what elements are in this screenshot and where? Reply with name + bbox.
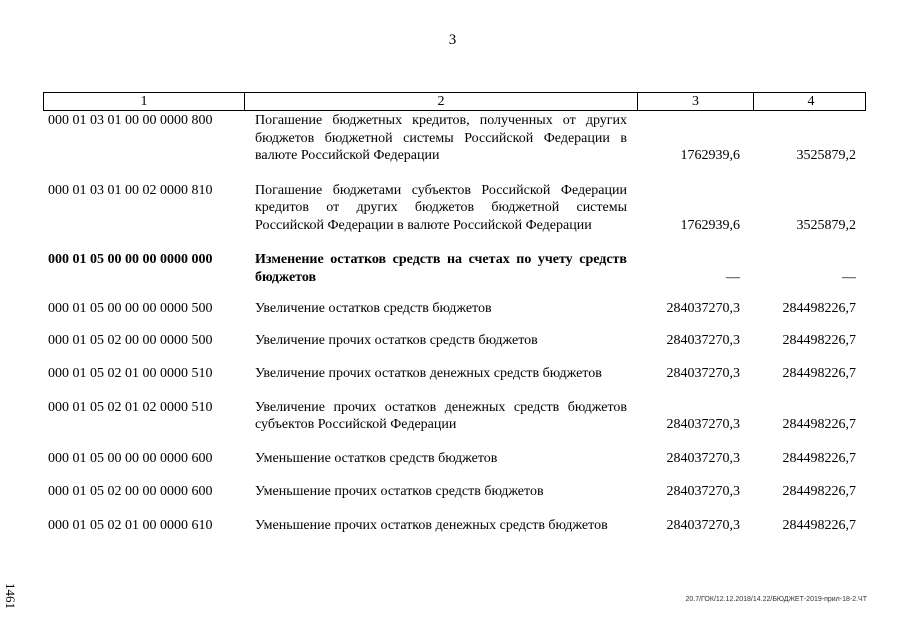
row-code: 000 01 05 00 00 00 0000 000 [48,252,213,267]
row-value-col-4: 284498226,7 [782,417,856,432]
table-row [43,483,866,501]
row-value-col-3: 284037270,3 [666,417,740,432]
row-code: 000 01 05 00 00 00 0000 600 [48,450,213,466]
row-description: Уменьшение прочих остатков денежных средств бюджетов [255,517,608,533]
footer-file-code: 20.7/ГОК/12.12.2018/14.22/БЮДЖЕТ-2019-прил-18-2.ЧТ [685,596,867,603]
row-value-col-4: 284498226,7 [782,484,856,499]
row-code: 000 01 05 02 01 02 0000 510 [48,399,213,415]
row-code: 000 01 05 02 01 00 0000 610 [48,517,213,533]
row-code: 000 01 05 00 00 00 0000 500 [48,301,213,316]
table-row [43,399,866,434]
row-value-col-4: — [842,269,856,285]
row-value-col-4: 284498226,7 [782,332,856,348]
row-code: 000 01 05 02 01 00 0000 510 [48,366,213,381]
row-description: Уменьшение остатков средств бюджетов [255,450,498,466]
row-value-col-3: 1762939,6 [680,217,740,233]
table-row [43,112,866,165]
row-description: Увеличение прочих остатков денежных средств бюджетов [255,366,602,381]
row-value-col-3: 284037270,3 [666,484,740,499]
row-value-col-3: 284037270,3 [666,332,740,348]
row-value-col-3: 284037270,3 [666,450,740,466]
table-row [43,332,866,350]
row-value-col-4: 284498226,7 [782,301,856,316]
page-number: 3 [448,32,457,48]
row-value-col-3: 1762939,6 [680,148,740,163]
header-col-2: 2 [244,93,637,110]
row-code: 000 01 05 02 00 00 0000 500 [48,332,213,348]
row-description: Погашение бюджетами субъектов Российской Федерации кредитов от других бюджетов бюджетной системы Российской Федерации в валюте Российской Федерации [255,182,627,233]
table-row [43,517,866,535]
row-value-col-3: 284037270,3 [666,517,740,533]
row-description: Изменение остатков средств на счетах по учету средств бюджетов [255,252,627,285]
header-col-4: 4 [753,93,868,110]
row-value-col-3: 284037270,3 [666,366,740,381]
side-page-number: 1461 [3,583,18,609]
header-col-1: 1 [140,94,148,109]
row-description: Увеличение прочих остатков денежных средств бюджетов субъектов Российской Федерации [255,399,627,432]
row-value-col-4: 284498226,7 [782,366,856,381]
row-value-col-4: 284498226,7 [782,517,856,533]
header-col-3: 3 [637,93,753,110]
row-description: Увеличение прочих остатков средств бюджетов [255,332,538,348]
row-code: 000 01 03 01 00 00 0000 800 [48,113,213,128]
row-description: Уменьшение прочих остатков средств бюджетов [255,484,544,499]
row-code: 000 01 05 02 00 00 0000 600 [48,484,213,499]
table-row [43,450,866,468]
row-value-col-4: 284498226,7 [782,450,856,466]
table-header [43,92,866,111]
row-description: Погашение бюджетных кредитов, полученных от других бюджетов бюджетной системы Российской Федерации в валюте Российской Федерации [255,113,627,163]
table-row [43,300,866,318]
row-description: Увеличение остатков средств бюджетов [255,301,492,316]
table-row [43,251,866,286]
row-value-col-4: 3525879,2 [796,148,856,163]
budget-table [43,92,866,534]
table-row [43,182,866,235]
row-code: 000 01 03 01 00 02 0000 810 [48,182,213,198]
row-value-col-3: — [726,269,740,285]
row-value-col-4: 3525879,2 [796,217,856,233]
row-value-col-3: 284037270,3 [666,301,740,316]
table-body [43,112,866,534]
table-row [43,365,866,383]
